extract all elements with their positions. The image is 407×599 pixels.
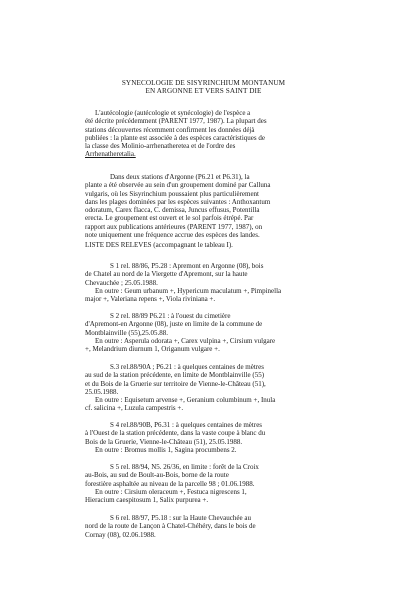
text-line: forestière asphaltée au niveau de la parcelle 98 ; 01.06.1988. xyxy=(85,479,255,488)
text-line: dans les plages dominées par les espèces suivantes : Anthoxantum xyxy=(85,197,271,206)
text-line: L'autécologie (autécologie et synécologie) de l'espèce a xyxy=(95,109,251,117)
text-line: publiées : la plante est associée à des espèces caractéristiques de xyxy=(85,133,265,142)
text-line: odoratum, Carex flacca, C. demissa, Juncus effusus, Potentilla xyxy=(85,206,260,215)
text-line: +, Melandrium diurnum 1, Origanum vulgare +. xyxy=(85,345,220,354)
text-line: Hieracium caespitosum 1, Salix purpurea +. xyxy=(85,496,209,505)
text-line: note uniquement une fréquence accrue des espèces des landes. xyxy=(85,231,260,240)
text-line: En outre : Cirsium oleraceum +, Festuca nigrescens 1, xyxy=(95,487,247,496)
text-line: d'Apremont-en Argonne (08), juste en limite de la commune de xyxy=(85,320,263,329)
text-line: S 5 rel. 88/94, N5. 26/36, en limite : forêt de la Croix xyxy=(110,463,259,471)
list-heading: LISTE DES RELEVES (accompagnant le tableau I). xyxy=(85,241,233,249)
text-line: Cornay (08), 02.06.1988. xyxy=(85,530,156,539)
text-line: major +, Valeriana repens +, Viola riviniana +. xyxy=(85,295,216,304)
text-line: nord de la route de Lançon à Chatel-Chéhéry, dans le bois de xyxy=(85,522,256,531)
text-line: Arrhenatheretalia. xyxy=(85,150,136,159)
text-line: En outre : Asperula odorata +, Carex vulpina +, Cirsium vulgare xyxy=(95,336,276,345)
text-line: de Chatel au nord de la Viergette d'Apremont, sur la haute xyxy=(85,270,248,279)
document-title-line1: SYNECOLOGIE DE SISYRINCHIUM MONTANUM xyxy=(121,79,286,87)
text-line: et du Bois de la Gruerie sur territoire de Vienne-le-Château (51), xyxy=(85,379,266,388)
releve-s1 xyxy=(85,262,340,303)
argonne-paragraph xyxy=(85,173,340,239)
text-line: En outre : Equisetum arvense +, Geranium columbinum +, Inula xyxy=(95,396,276,405)
text-line: S 2 rel. 88/89 P6.21 : à l'ouest du cimetière xyxy=(110,312,231,320)
text-line: cf. salicina +, Luzula campestris +. xyxy=(85,404,184,413)
text-line: au sud de la station précédente, en limite de Montblainville (55) xyxy=(85,371,265,380)
text-line: plante a été observée au sein d'un groupement dominé par Calluna xyxy=(85,181,271,190)
text-line: été décrite précédemment (PARENT 1977, 1987). La plupart des xyxy=(85,117,267,126)
text-line: au-Bois, au sud de Boult-au-Bois, borne de la route xyxy=(85,471,229,480)
text-line: S 1 rel. 88/86, P5.28 : Apremont en Argonne (08), bois xyxy=(110,262,264,270)
releve-s4 xyxy=(85,421,340,454)
text-line: stations découvertes récemment confirment les données déjà xyxy=(85,125,255,134)
document-title-line2: EN ARGONNE ET VERS SAINT DIE xyxy=(145,87,262,95)
text-line: la classe des Molinio-arrhenatheretea et de l'ordre des xyxy=(85,142,236,151)
text-line: En outre : Bromus mollis 1, Sagina procumbens 2. xyxy=(95,445,237,454)
text-line: En outre : Geum urbanum +, Hypericum maculatum +, Pimpinella xyxy=(95,286,282,295)
text-line: 25.05.1988. xyxy=(85,387,119,396)
releve-s3 xyxy=(85,363,340,413)
text-line: vulgaris, où les Sisyrinchium poussaient plus particulièrement xyxy=(85,189,259,198)
text-line: Dans deux stations d'Argonne (P6.21 et P6.31), la xyxy=(110,173,250,181)
text-line: rapport aux publications antérieures (PARENT 1977, 1987), on xyxy=(85,222,263,231)
text-line: à l'Ouest de la station précédente, dans la vaste coupe à blanc du xyxy=(85,429,266,438)
text-line: Bois de la Gruerie, Vienne-le-Château (51), 25.05.1988. xyxy=(85,437,243,446)
text-line: S.3 rel.88/90A ; P6.21 : à quelques centaines de mètres xyxy=(110,363,264,371)
text-line: S 6 rel. 88/97, P5.18 : sur la Haute Chevauchée au xyxy=(110,514,251,522)
releve-s2 xyxy=(85,312,340,353)
text-line: S 4 rel.88/90B, P6.31 : à quelques centaines de mètres xyxy=(110,421,263,429)
releve-s5 xyxy=(85,463,340,504)
text-line: Montblainville (55),25.05.88. xyxy=(85,328,169,337)
releve-s6 xyxy=(85,514,340,539)
intro-paragraph xyxy=(85,109,340,159)
text-line: Chevauchée ; 25.05.1988. xyxy=(85,278,158,287)
text-line: erecta. Le groupement est ouvert et le sol parfois étrépé. Par xyxy=(85,214,254,223)
